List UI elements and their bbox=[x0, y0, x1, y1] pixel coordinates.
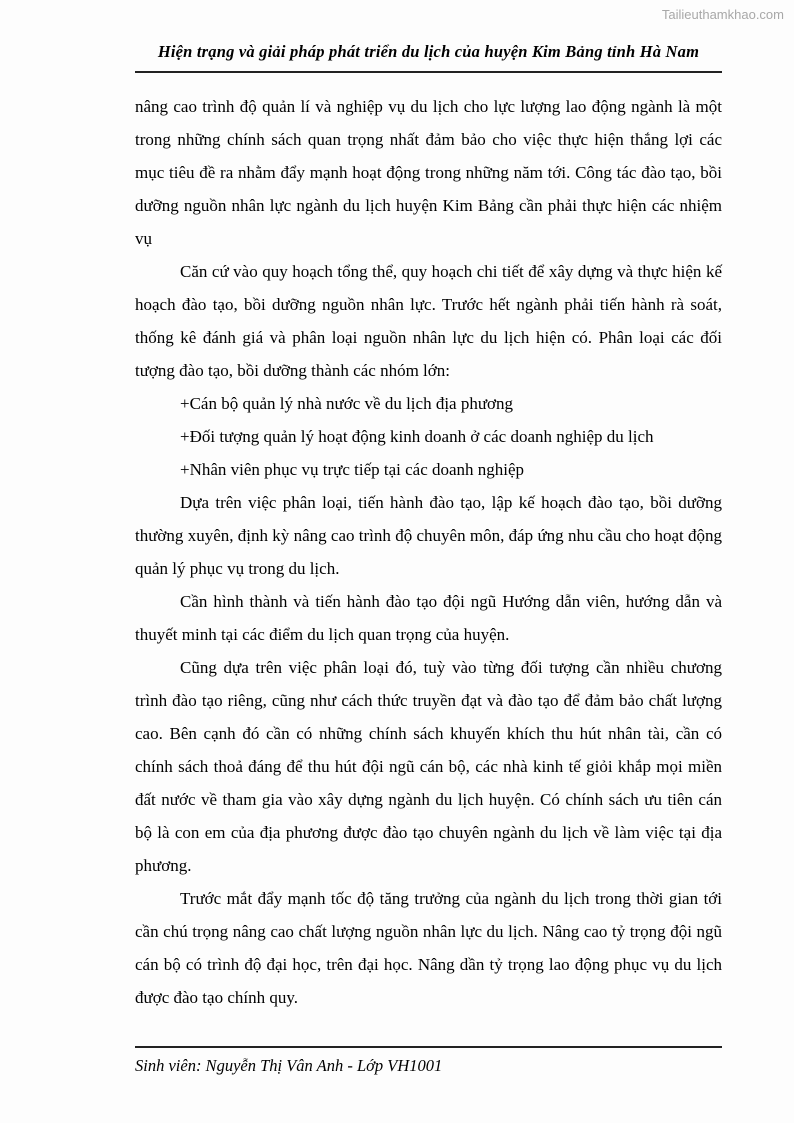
document-body bbox=[135, 90, 722, 1014]
paragraph: +Nhân viên phục vụ trực tiếp tại các doanh nghiệp bbox=[180, 460, 525, 479]
paragraph: +Cán bộ quản lý nhà nước về du lịch địa phương bbox=[180, 394, 514, 413]
paragraph: nâng cao trình độ quản lí và nghiệp vụ du lịch cho lực lượng lao động ngành là một trong những chính sách quan trọng nhất đảm bảo cho việc thực hiện thắng lợi các mục tiêu đề ra nhằm đẩy mạnh hoạt động trong những năm tới. Công tác đào tạo, bồi dưỡng nguồn nhân lực ngành du lịch huyện Kim Bảng cần phải thực hiện các nhiệm vụ bbox=[135, 97, 722, 248]
paragraph: Dựa trên việc phân loại, tiến hành đào tạo, lập kế hoạch đào tạo, bồi dưỡng thường xuyên, định kỳ nâng cao trình độ chuyên môn, đáp ứng nhu cầu cho hoạt động quản lý phục vụ trong du lịch. bbox=[135, 493, 722, 578]
paragraph: +Đối tượng quản lý hoạt động kinh doanh ở các doanh nghiệp du lịch bbox=[180, 427, 654, 446]
watermark-text: Tailieuthamkhao.com bbox=[661, 7, 784, 22]
page-footer-text: Sinh viên: Nguyễn Thị Vân Anh - Lớp VH1001 bbox=[135, 1046, 722, 1076]
page-header-title: Hiện trạng và giải pháp phát triển du lịch của huyện Kim Bảng tỉnh Hà Nam bbox=[135, 42, 722, 73]
paragraph: Trước mắt đẩy mạnh tốc độ tăng trưởng của ngành du lịch trong thời gian tới cần chú trọng nâng cao chất lượng nguồn nhân lực du lịch. Nâng cao tỷ trọng đội ngũ cán bộ có trình độ đại học, trên đại học. Nâng dần tỷ trọng lao động phục vụ du lịch được đào tạo chính quy. bbox=[135, 889, 722, 1007]
paragraph: Cần hình thành và tiến hành đào tạo đội ngũ Hướng dẫn viên, hướng dẫn và thuyết minh tại các điểm du lịch quan trọng của huyện. bbox=[135, 592, 722, 644]
paragraph: Căn cứ vào quy hoạch tổng thể, quy hoạch chi tiết để xây dựng và thực hiện kế hoạch đào tạo, bồi dưỡng nguồn nhân lực. Trước hết ngành phải tiến hành rà soát, thống kê đánh giá và phân loại nguồn nhân lực du lịch hiện có. Phân loại các đối tượng đào tạo, bồi dưỡng thành các nhóm lớn: bbox=[135, 262, 722, 380]
paragraph: Cũng dựa trên việc phân loại đó, tuỳ vào từng đối tượng cần nhiều chương trình đào tạo riêng, cũng như cách thức truyền đạt và đào tạo để đảm bảo chất lượng cao. Bên cạnh đó cần có những chính sách khuyến khích thu hút nhân tài, cần có chính sách thoả đáng để thu hút đội ngũ cán bộ, các nhà kinh tế giỏi khắp mọi miền đất nước về tham gia vào xây dựng ngành du lịch huyện. Có chính sách ưu tiên cán bộ là con em của địa phương được đào tạo chuyên ngành du lịch về làm việc tại địa phương. bbox=[135, 658, 722, 875]
